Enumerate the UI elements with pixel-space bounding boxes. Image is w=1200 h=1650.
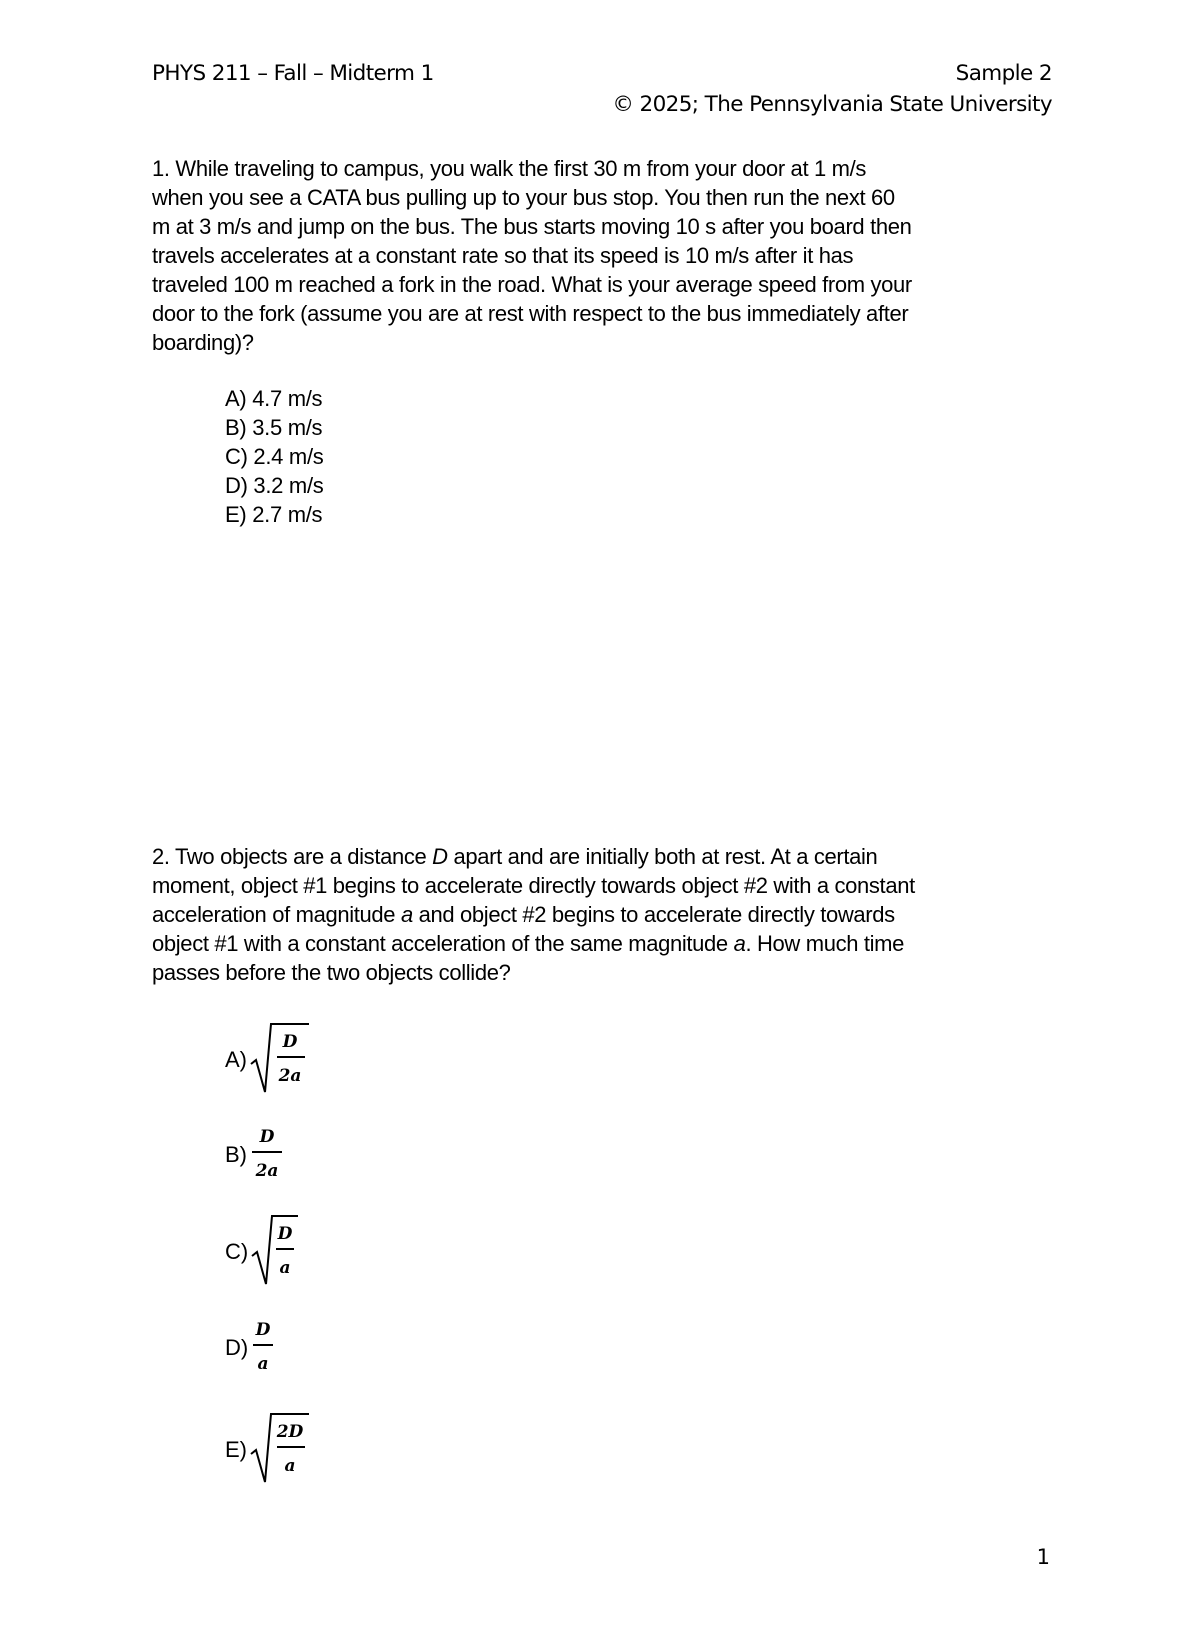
option-label: C) bbox=[225, 1239, 249, 1264]
question-line: traveled 100 m reached a fork in the road. What is your average speed from your bbox=[152, 272, 912, 297]
option-label: E) bbox=[225, 1437, 247, 1462]
question-line: 1. While traveling to campus, you walk the first 30 m from your door at 1 m/s bbox=[152, 156, 867, 181]
fraction bbox=[247, 1115, 291, 1195]
answer-option-c bbox=[225, 1212, 304, 1292]
fraction-denominator: 2a bbox=[278, 1066, 302, 1086]
fraction-denominator: a bbox=[279, 1258, 291, 1278]
question-line: boarding)? bbox=[152, 330, 254, 355]
question-line: passes before the two objects collide? bbox=[152, 960, 511, 985]
question-2-text bbox=[152, 842, 1058, 987]
answer-option-d bbox=[225, 1308, 284, 1388]
sqrt-fraction bbox=[248, 1212, 304, 1292]
question-line: moment, object #1 begins to accelerate directly towards object #2 with a constant bbox=[152, 873, 915, 898]
question-1-options bbox=[225, 384, 323, 529]
fraction-numerator: D bbox=[259, 1127, 275, 1147]
copyright-notice: © 2025; The Pennsylvania State University bbox=[612, 92, 1052, 117]
answer-option-b: B) 3.5 m/s bbox=[225, 415, 323, 440]
course-title: PHYS 211 – Fall – Midterm 1 bbox=[152, 61, 434, 86]
answer-option-b bbox=[225, 1115, 291, 1195]
question-line: object #1 with a constant acceleration of the same magnitude a. How much time bbox=[152, 931, 905, 956]
answer-option-c: C) 2.4 m/s bbox=[225, 444, 324, 469]
question-1-text bbox=[152, 154, 1058, 357]
sqrt-fraction bbox=[247, 1020, 311, 1100]
fraction-numerator: 2D bbox=[276, 1422, 304, 1442]
question-line: m at 3 m/s and jump on the bus. The bus starts moving 10 s after you board then bbox=[152, 214, 912, 239]
variable-a: a bbox=[400, 902, 413, 927]
question-line: 2. Two objects are a distance D apart and are initially both at rest. At a certain bbox=[152, 844, 878, 869]
answer-option-e: E) 2.7 m/s bbox=[225, 502, 323, 527]
fraction-numerator: D bbox=[277, 1224, 293, 1244]
fraction bbox=[248, 1308, 284, 1388]
fraction-numerator: D bbox=[282, 1032, 298, 1052]
fraction-denominator: 2a bbox=[255, 1161, 279, 1181]
fraction-denominator: a bbox=[257, 1354, 269, 1374]
option-label: A) bbox=[225, 1047, 247, 1072]
page-number: 1 bbox=[1036, 1545, 1050, 1569]
answer-option-d: D) 3.2 m/s bbox=[225, 473, 324, 498]
answer-option-e bbox=[225, 1410, 311, 1490]
variable-a: a bbox=[733, 931, 746, 956]
option-label: D) bbox=[225, 1335, 249, 1360]
question-line: door to the fork (assume you are at rest with respect to the bus immediately after bbox=[152, 301, 909, 326]
option-label: B) bbox=[225, 1142, 247, 1167]
fraction-denominator: a bbox=[284, 1456, 296, 1476]
answer-option-a: A) 4.7 m/s bbox=[225, 386, 323, 411]
fraction-numerator: D bbox=[255, 1320, 271, 1340]
sample-label: Sample 2 bbox=[955, 61, 1052, 86]
question-line: acceleration of magnitude a and object #2 begins to accelerate directly towards bbox=[152, 902, 895, 927]
variable-d: D bbox=[432, 844, 448, 869]
answer-option-a bbox=[225, 1020, 311, 1100]
sqrt-fraction bbox=[247, 1410, 311, 1490]
question-line: travels accelerates at a constant rate so that its speed is 10 m/s after it has bbox=[152, 243, 854, 268]
question-line: when you see a CATA bus pulling up to your bus stop. You then run the next 60 bbox=[152, 185, 895, 210]
